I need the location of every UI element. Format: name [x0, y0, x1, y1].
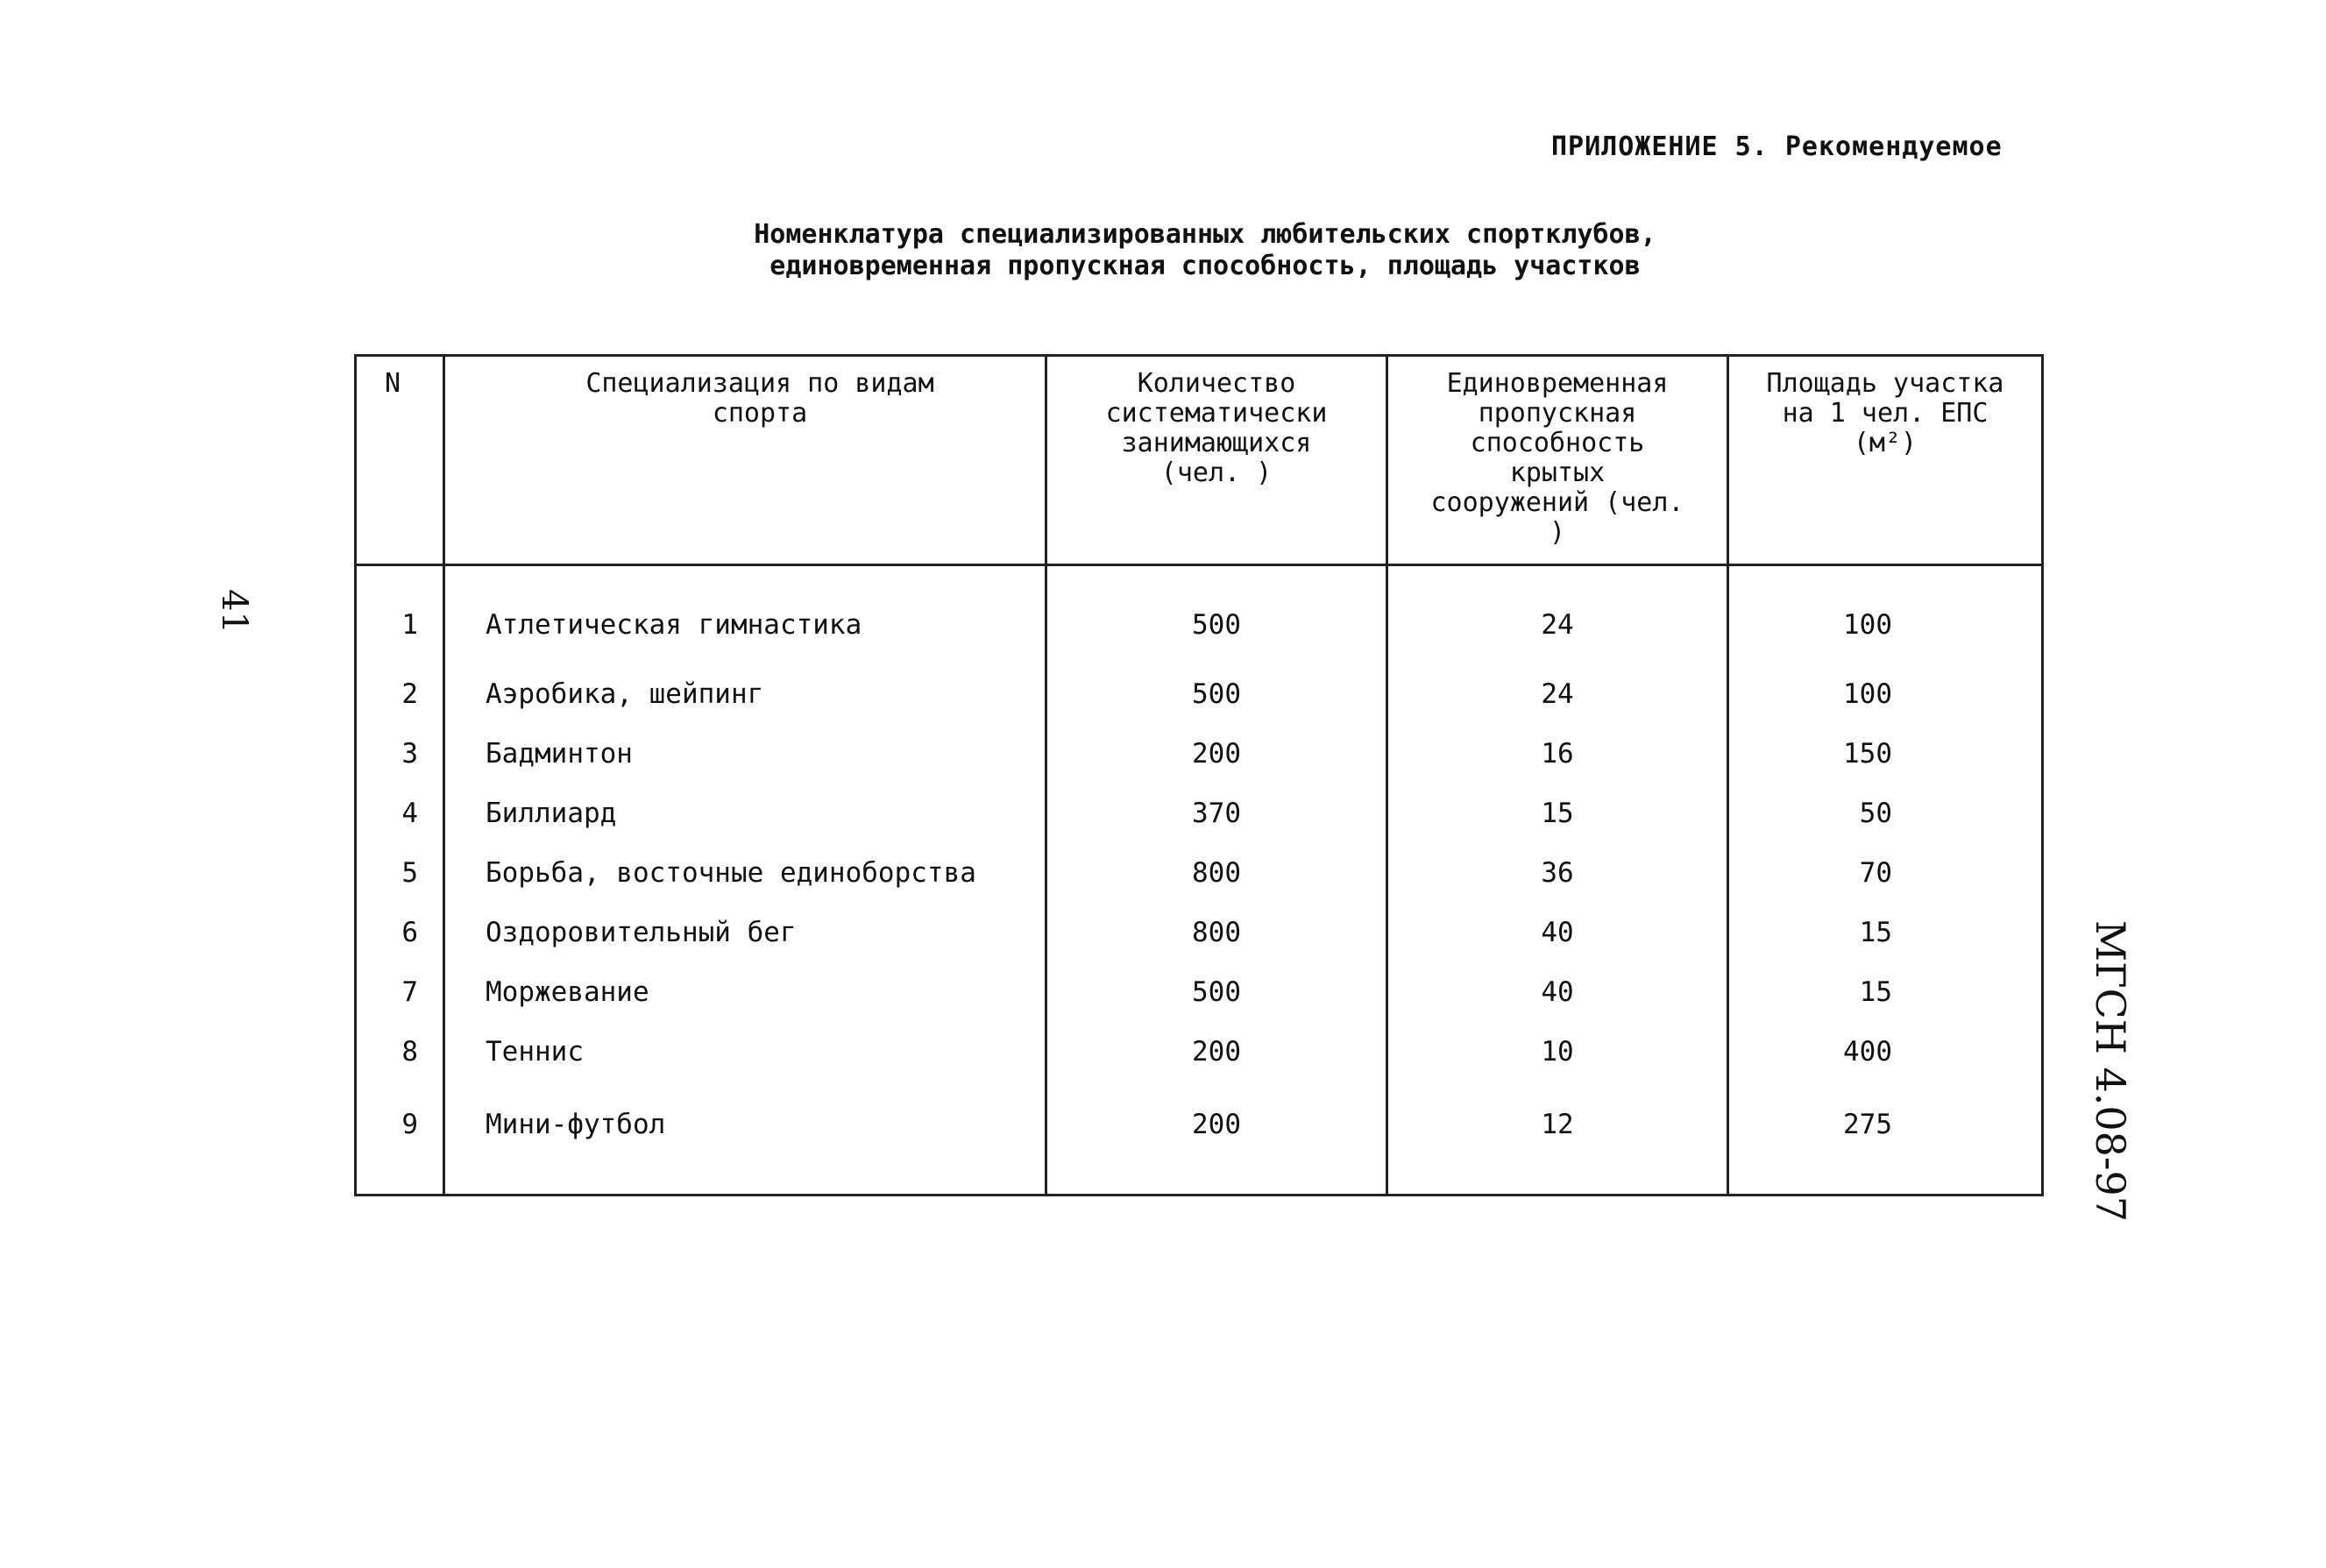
cell-capacity: 24 [1387, 565, 1728, 665]
cell-num: 9 [356, 1082, 444, 1196]
table-row [356, 1082, 2043, 1196]
sports-clubs-table [354, 354, 2044, 1196]
cell-name: Оздоровительный бег [444, 903, 1046, 962]
cell-num: 4 [356, 784, 444, 843]
cell-name: Атлетическая гимнастика [444, 565, 1046, 665]
cell-count: 800 [1046, 903, 1387, 962]
cell-count: 200 [1046, 1022, 1387, 1082]
cell-name: Аэробика, шейпинг [444, 664, 1046, 724]
cell-name: Биллиард [444, 784, 1046, 843]
cell-num: 7 [356, 962, 444, 1022]
cell-count: 200 [1046, 1082, 1387, 1196]
table-row [356, 1022, 2043, 1082]
cell-name: Борьба, восточные единоборства [444, 843, 1046, 903]
appendix-label: ПРИЛОЖЕНИЕ 5. Рекомендуемое [1551, 131, 2003, 162]
cell-area: 100 [1728, 565, 2043, 665]
cell-capacity: 40 [1387, 903, 1728, 962]
header-area-text: Площадь участка на 1 чел. ЕПС (м²) [1766, 368, 2004, 458]
cell-num: 1 [356, 565, 444, 665]
table-row [356, 664, 2043, 724]
cell-area: 70 [1728, 843, 2043, 903]
cell-area: 15 [1728, 962, 2043, 1022]
cell-count: 370 [1046, 784, 1387, 843]
document-title [613, 219, 1797, 282]
header-specialization [444, 356, 1046, 565]
title-line-2: единовременная пропускная способность, площадь участков [769, 251, 1641, 281]
cell-capacity: 24 [1387, 664, 1728, 724]
header-specialization-text: Специализация по видам спорта [585, 368, 934, 429]
cell-num: 2 [356, 664, 444, 724]
table-row [356, 724, 2043, 784]
cell-capacity: 12 [1387, 1082, 1728, 1196]
cell-capacity: 10 [1387, 1022, 1728, 1082]
header-count-text: Количество систематически занимающихся (чел. ) [1105, 368, 1328, 488]
cell-area: 50 [1728, 784, 2043, 843]
table-row [356, 784, 2043, 843]
title-line-1: Номенклатура специализированных любительских спортклубов, [754, 219, 1656, 250]
header-capacity-text: Единовременная пропускная способность крытых сооружений (чел. ) [1430, 368, 1684, 548]
cell-area: 400 [1728, 1022, 2043, 1082]
cell-area: 150 [1728, 724, 2043, 784]
cell-capacity: 15 [1387, 784, 1728, 843]
table-row [356, 565, 2043, 665]
header-capacity [1387, 356, 1728, 565]
cell-area: 100 [1728, 664, 2043, 724]
cell-capacity: 36 [1387, 843, 1728, 903]
cell-name: Моржевание [444, 962, 1046, 1022]
table-row [356, 962, 2043, 1022]
cell-num: 6 [356, 903, 444, 962]
cell-count: 500 [1046, 565, 1387, 665]
cell-count: 500 [1046, 664, 1387, 724]
page-number: 41 [214, 589, 254, 634]
cell-area: 275 [1728, 1082, 2043, 1196]
cell-count: 200 [1046, 724, 1387, 784]
cell-name: Теннис [444, 1022, 1046, 1082]
cell-num: 8 [356, 1022, 444, 1082]
cell-name: Мини-футбол [444, 1082, 1046, 1196]
document-code: МГСН 4.08-97 [2087, 920, 2134, 1222]
cell-capacity: 40 [1387, 962, 1728, 1022]
header-area [1728, 356, 2043, 565]
table-row [356, 843, 2043, 903]
cell-count: 800 [1046, 843, 1387, 903]
cell-name: Бадминтон [444, 724, 1046, 784]
table-header-row [356, 356, 2043, 565]
table-row [356, 903, 2043, 962]
header-num: N [356, 356, 444, 565]
header-count [1046, 356, 1387, 565]
cell-area: 15 [1728, 903, 2043, 962]
cell-count: 500 [1046, 962, 1387, 1022]
cell-num: 5 [356, 843, 444, 903]
cell-num: 3 [356, 724, 444, 784]
cell-capacity: 16 [1387, 724, 1728, 784]
